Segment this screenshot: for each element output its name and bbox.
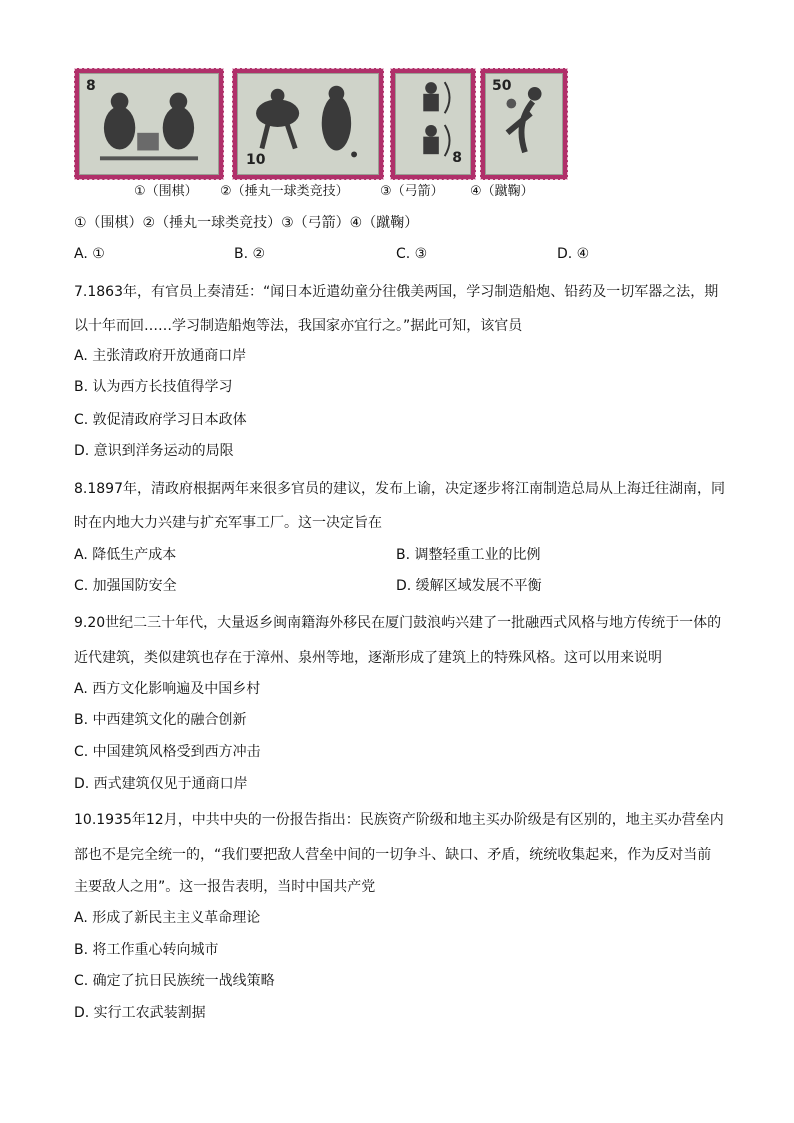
q7-option-a[interactable]: A. 主张清政府开放通商口岸: [74, 348, 247, 364]
q9-option-d[interactable]: D. 西式建筑仅见于通商口岸: [74, 776, 248, 792]
q7-stem-line-1: 7.1863年，有官员上奏清廷：“闻日本近遣幼童分往俄美两国，学习制造船炮、铅药及一切军器之法，期: [74, 284, 719, 300]
stamp-captions: [134, 180, 554, 200]
q9-stem-line-1: 9.20世纪二三十年代，大量返乡闽南籍海外移民在厦门鼓浪屿兴建了一批融西式风格与地方传统于一体的: [74, 615, 722, 631]
stamp-cuju: [480, 68, 568, 180]
q6-option-a[interactable]: A. ①: [74, 246, 105, 262]
q8-stem-line-2: 时在内地大力兴建与扩充军事工厂。这一决定旨在: [74, 515, 382, 531]
q6-option-d[interactable]: D. ④: [557, 246, 590, 262]
q6-option-c[interactable]: C. ③: [396, 246, 428, 262]
go-players-icon: [80, 74, 218, 174]
stamp-denomination: 50: [492, 78, 512, 94]
q9-stem-line-2: 近代建筑，类似建筑也存在于漳州、泉州等地，逐渐形成了建筑上的特殊风格。这可以用来说明: [74, 650, 662, 666]
q10-option-a[interactable]: A. 形成了新民主主义革命理论: [74, 910, 261, 926]
stamp-denomination: 10: [246, 152, 266, 168]
stamp-denomination: 8: [452, 150, 462, 166]
q8-option-b[interactable]: B. 调整轻重工业的比例: [396, 547, 541, 563]
q8-option-d[interactable]: D. 缓解区域发展不平衡: [396, 578, 542, 594]
q9-option-b[interactable]: B. 中西建筑文化的融合创新: [74, 712, 247, 728]
stamp-chuiwan: [232, 68, 384, 180]
q9-option-c[interactable]: C. 中国建筑风格受到西方冲击: [74, 744, 261, 760]
q10-stem-line-2: 部也不是完全统一的，“我们要把敌人营垒中间的一切争斗、缺口、矛盾，统统收集起来，作为反对当前: [74, 847, 712, 863]
q10-option-b[interactable]: B. 将工作重心转向城市: [74, 942, 219, 958]
stamp-figure: [74, 68, 574, 184]
q6-legend: ①（围棋）②（捶丸一球类竞技）③（弓箭）④（蹴鞠）: [74, 215, 419, 231]
q7-option-d[interactable]: D. 意识到洋务运动的局限: [74, 443, 234, 459]
q10-option-c[interactable]: C. 确定了抗日民族统一战线策略: [74, 973, 275, 989]
stamp-go: [74, 68, 224, 180]
stamp-caption: ④（蹴鞠）: [470, 184, 534, 199]
q10-stem-line-1: 10.1935年12月，中共中央的一份报告指出：民族资产阶级和地主买办阶级是有区别的，地主买办营垒内: [74, 812, 724, 828]
q8-stem-line-1: 8.1897年，清政府根据两年来很多官员的建议，发布上谕，决定逐步将江南制造总局从上海迁往湖南，同: [74, 481, 725, 497]
q6-option-b[interactable]: B. ②: [234, 246, 266, 262]
stamp-archery: [390, 68, 476, 180]
q9-option-a[interactable]: A. 西方文化影响遍及中国乡村: [74, 681, 261, 697]
q8-option-a[interactable]: A. 降低生产成本: [74, 547, 177, 563]
stamp-caption: ①（围棋）: [134, 184, 198, 199]
q7-option-c[interactable]: C. 敦促清政府学习日本政体: [74, 412, 247, 428]
stamp-caption: ③（弓箭）: [380, 184, 444, 199]
q8-option-c[interactable]: C. 加强国防安全: [74, 578, 177, 594]
stamp-caption: ②（捶丸一球类竞技）: [220, 184, 349, 199]
stamp-denomination: 8: [86, 78, 96, 94]
q10-option-d[interactable]: D. 实行工农武装割据: [74, 1005, 206, 1021]
q10-stem-line-3: 主要敌人之用”。这一报告表明，当时中国共产党: [74, 879, 376, 895]
q7-option-b[interactable]: B. 认为西方长技值得学习: [74, 379, 233, 395]
q7-stem-line-2: 以十年而回……学习制造船炮等法，我国家亦宜行之。”据此可知，该官员: [74, 318, 523, 334]
